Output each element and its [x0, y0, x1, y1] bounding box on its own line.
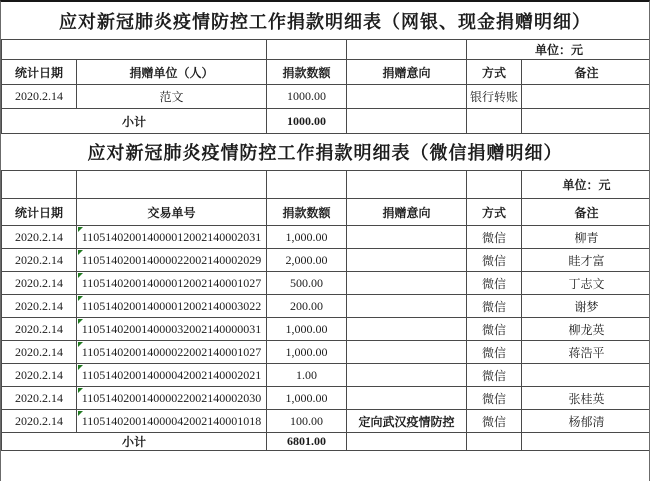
cell-transaction-id	[77, 410, 267, 433]
table1-unit-label: 单位：元	[467, 40, 650, 60]
cell-intent: 定向武汉疫情防控	[347, 410, 467, 433]
empty-cell	[77, 171, 267, 199]
cell-transaction-id	[77, 387, 267, 410]
cell-transaction-id	[77, 249, 267, 272]
excel-error-marker-icon	[78, 273, 83, 278]
transaction-id-text: 110514020014000022002140001027	[81, 344, 262, 359]
cell-amount: 2,000.00	[267, 249, 347, 272]
col-header-date: 统计日期	[2, 199, 77, 226]
cell-intent	[347, 295, 467, 318]
table-row	[2, 410, 650, 433]
cell-note: 丁志文	[522, 272, 650, 295]
table-row	[2, 85, 650, 109]
cell-date: 2020.2.14	[2, 295, 77, 318]
cell-amount: 500.00	[267, 272, 347, 295]
col-header-donor: 捐赠单位（人）	[77, 60, 267, 85]
cell-method: 微信	[467, 226, 522, 249]
transaction-id-text: 110514020014000012002140002031	[81, 229, 262, 244]
cell-transaction-id	[77, 341, 267, 364]
excel-error-marker-icon	[78, 342, 83, 347]
subtotal-amount: 1000.00	[267, 109, 347, 134]
table-row	[2, 318, 650, 341]
cell-amount: 1.00	[267, 364, 347, 387]
col-header-amount: 捐款数额	[267, 60, 347, 85]
cell-transaction-id	[77, 364, 267, 387]
cell-date: 2020.2.14	[2, 364, 77, 387]
cell-method: 微信	[467, 318, 522, 341]
col-header-note: 备注	[522, 199, 650, 226]
cell-transaction-id	[77, 272, 267, 295]
cell-method: 微信	[467, 272, 522, 295]
empty-cell	[467, 433, 522, 451]
cell-method: 微信	[467, 410, 522, 433]
transaction-id-text: 110514020014000042002140001018	[81, 413, 262, 428]
empty-cell	[2, 171, 77, 199]
cell-intent	[347, 318, 467, 341]
transaction-id-text: 110514020014000032002140000031	[81, 321, 262, 336]
excel-error-marker-icon	[78, 227, 83, 232]
empty-cell	[522, 433, 650, 451]
table-row	[2, 226, 650, 249]
table-row	[2, 364, 650, 387]
cell-intent	[347, 364, 467, 387]
excel-error-marker-icon	[78, 296, 83, 301]
empty-cell	[522, 109, 650, 134]
table1-bank-cash-donations	[1, 39, 650, 134]
cell-intent	[347, 249, 467, 272]
col-header-intent: 捐赠意向	[347, 199, 467, 226]
table1-title: 应对新冠肺炎疫情防控工作捐款明细表（网银、现金捐赠明细）	[59, 11, 591, 32]
cell-date: 2020.2.14	[2, 341, 77, 364]
empty-cell	[467, 109, 522, 134]
subtotal-label: 小计	[2, 109, 267, 134]
table2-header-row	[2, 199, 650, 226]
excel-error-marker-icon	[78, 319, 83, 324]
cell-note: 张桂英	[522, 387, 650, 410]
cell-intent	[347, 341, 467, 364]
cell-note: 柳青	[522, 226, 650, 249]
col-header-note: 备注	[522, 60, 650, 85]
subtotal-label: 小计	[2, 433, 267, 451]
col-header-amount: 捐款数额	[267, 199, 347, 226]
cell-transaction-id	[77, 226, 267, 249]
cell-method: 微信	[467, 341, 522, 364]
cell-method: 银行转账	[467, 85, 522, 109]
cell-date: 2020.2.14	[2, 410, 77, 433]
empty-cell	[347, 109, 467, 134]
cell-note: 蒋浩平	[522, 341, 650, 364]
empty-cell	[347, 433, 467, 451]
cell-method: 微信	[467, 249, 522, 272]
col-header-transaction-id: 交易单号	[77, 199, 267, 226]
col-header-date: 统计日期	[2, 60, 77, 85]
table-row	[2, 341, 650, 364]
cell-amount: 1,000.00	[267, 387, 347, 410]
transaction-id-text: 110514020014000012002140003022	[81, 298, 262, 313]
table2-unit-row	[2, 171, 650, 199]
cell-method: 微信	[467, 295, 522, 318]
table2-unit-label: 单位：元	[522, 171, 650, 199]
excel-error-marker-icon	[78, 411, 83, 416]
table-row	[2, 272, 650, 295]
cell-date: 2020.2.14	[2, 249, 77, 272]
cell-amount: 1,000.00	[267, 226, 347, 249]
cell-date: 2020.2.14	[2, 226, 77, 249]
empty-cell	[267, 171, 347, 199]
table2-subtotal-row	[2, 433, 650, 451]
excel-error-marker-icon	[78, 388, 83, 393]
empty-cell	[467, 171, 522, 199]
cell-date: 2020.2.14	[2, 272, 77, 295]
cell-transaction-id	[77, 295, 267, 318]
transaction-id-text: 110514020014000012002140001027	[81, 275, 262, 290]
table2-wechat-donations	[1, 170, 650, 451]
excel-error-marker-icon	[78, 365, 83, 370]
cell-note: 谢梦	[522, 295, 650, 318]
transaction-id-text: 110514020014000022002140002030	[81, 390, 262, 405]
cell-note: 杨郁清	[522, 410, 650, 433]
cell-transaction-id	[77, 318, 267, 341]
table1-header-row	[2, 60, 650, 85]
empty-cell	[267, 40, 347, 60]
empty-cell	[2, 40, 267, 60]
cell-donor: 范文	[77, 85, 267, 109]
cell-date: 2020.2.14	[2, 318, 77, 341]
table2-title: 应对新冠肺炎疫情防控工作捐款明细表（微信捐赠明细）	[87, 143, 563, 163]
table1-subtotal-row	[2, 109, 650, 134]
transaction-id-text: 110514020014000022002140002029	[81, 252, 262, 267]
table-row	[2, 249, 650, 272]
cell-intent	[347, 226, 467, 249]
table1-unit-row	[2, 40, 650, 60]
cell-date: 2020.2.14	[2, 85, 77, 109]
cell-note: 柳龙英	[522, 318, 650, 341]
transaction-id-text: 110514020014000042002140002021	[81, 367, 262, 382]
empty-cell	[347, 40, 467, 60]
cell-intent	[347, 387, 467, 410]
cell-amount: 200.00	[267, 295, 347, 318]
table-row	[2, 295, 650, 318]
cell-note: 眭才富	[522, 249, 650, 272]
cell-intent	[347, 85, 467, 109]
cell-method: 微信	[467, 364, 522, 387]
cell-amount: 1000.00	[267, 85, 347, 109]
col-header-method: 方式	[467, 60, 522, 85]
empty-cell	[347, 171, 467, 199]
cell-amount: 1,000.00	[267, 341, 347, 364]
table-row	[2, 387, 650, 410]
cell-amount: 100.00	[267, 410, 347, 433]
cell-date: 2020.2.14	[2, 387, 77, 410]
cell-method: 微信	[467, 387, 522, 410]
cell-amount: 1,000.00	[267, 318, 347, 341]
col-header-intent: 捐赠意向	[347, 60, 467, 85]
col-header-method: 方式	[467, 199, 522, 226]
cell-note	[522, 85, 650, 109]
subtotal-amount: 6801.00	[267, 433, 347, 451]
excel-error-marker-icon	[78, 250, 83, 255]
cell-intent	[347, 272, 467, 295]
cell-note	[522, 364, 650, 387]
